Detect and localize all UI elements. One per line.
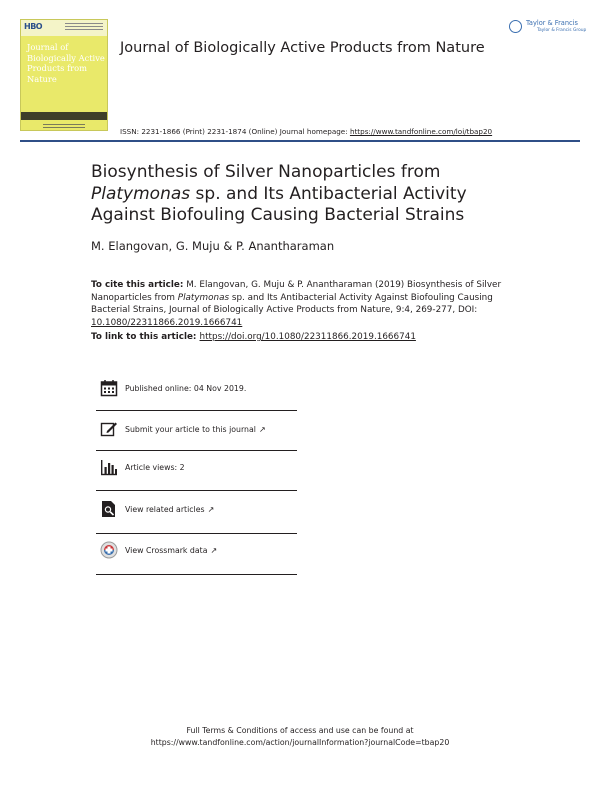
- related-articles-text: View related articles: [125, 505, 205, 514]
- cover-footer-lines: [43, 124, 85, 125]
- cover-publisher-logo: HBO: [24, 22, 43, 31]
- crossmark-link[interactable]: [96, 533, 297, 570]
- footer-terms-text: Full Terms & Conditions of access and use can be found at: [186, 726, 414, 735]
- submit-article-text: Submit your article to this journal: [125, 425, 256, 434]
- related-articles-link[interactable]: [96, 492, 297, 529]
- authors: M. Elangovan, G. Muju & P. Anantharaman: [91, 239, 335, 253]
- publisher-logo-tagline: Taylor & Francis Group: [537, 28, 587, 33]
- journal-homepage-link[interactable]: https://www.tandfonline.com/loi/tbap20: [349, 127, 493, 136]
- bar-chart-icon: [100, 458, 118, 476]
- published-online-row: [96, 371, 297, 408]
- published-online-label: Published online: 04 Nov 2019.: [125, 384, 247, 393]
- article-title: [91, 162, 511, 227]
- cover-band: [21, 112, 107, 120]
- search-document-icon: [100, 500, 118, 518]
- edit-icon: [100, 420, 118, 438]
- publisher-logo-text: Taylor & Francis: [526, 19, 578, 27]
- citation-text: M. Elangovan, G. Muju & P. Anantharaman (2019) Biosynthesis of Silver Nanoparticles from: [91, 280, 502, 303]
- calendar-icon: [100, 379, 118, 397]
- cover-title-line: Biologically Active: [27, 52, 105, 63]
- crossmark-text: View Crossmark data: [125, 546, 208, 555]
- external-link-icon: ↗: [258, 425, 266, 434]
- citation-genus: Platymonas: [177, 292, 230, 303]
- cover-title-line: Nature: [27, 73, 57, 84]
- crossmark-icon: [100, 541, 118, 559]
- external-link-icon: ↗: [210, 546, 218, 555]
- title-part: Biosynthesis of Silver Nanoparticles from: [91, 162, 441, 182]
- header-divider: [20, 140, 580, 142]
- title-part: sp. and Its Antibacterial Activity Against Biofouling Causing Bacterial Strains: [91, 183, 467, 225]
- issn-line: [120, 127, 492, 136]
- article-views-label: Article views: 2: [125, 463, 185, 472]
- list-divider: [96, 574, 297, 575]
- citation: [91, 279, 511, 329]
- external-link-icon: ↗: [207, 505, 215, 514]
- article-link-line: [91, 332, 416, 342]
- journal-cover-image: [20, 19, 108, 131]
- cover-title-line: Products from: [27, 63, 87, 73]
- submit-article-label: [125, 425, 266, 434]
- submit-article-link[interactable]: [96, 412, 297, 449]
- cover-title: [27, 42, 105, 84]
- article-link-label: To link to this article:: [91, 332, 200, 342]
- list-divider: [96, 490, 297, 491]
- article-doi-link[interactable]: https://doi.org/10.1080/22311866.2019.1666741: [199, 332, 416, 342]
- citation-text: sp. and Its Antibacterial Activity Against Biofouling Causing Bacterial Strains, Journal of Biologically Active Products from Nature, 9:4, 269-277, DOI:: [91, 292, 493, 316]
- title-genus: Platymonas: [91, 183, 191, 204]
- cover-title-line: Journal of: [27, 42, 69, 52]
- journal-name[interactable]: Journal of Biologically Active Products from Nature: [120, 40, 485, 56]
- issn-text: ISSN: 2231-1866 (Print) 2231-1874 (Online) Journal homepage:: [120, 127, 350, 136]
- publisher-logo[interactable]: [509, 20, 587, 36]
- publisher-logo-icon: [509, 20, 522, 33]
- related-articles-label: [125, 505, 214, 514]
- list-divider: [96, 410, 297, 411]
- citation-label: To cite this article:: [91, 280, 184, 290]
- crossmark-label: [125, 546, 217, 555]
- citation-doi-link[interactable]: 10.1080/22311866.2019.1666741: [91, 317, 243, 328]
- footer-terms-link[interactable]: https://www.tandfonline.com/action/journalInformation?journalCode=tbap20: [150, 738, 450, 747]
- cover-meta-lines: [65, 23, 103, 24]
- article-views-row: [96, 450, 297, 487]
